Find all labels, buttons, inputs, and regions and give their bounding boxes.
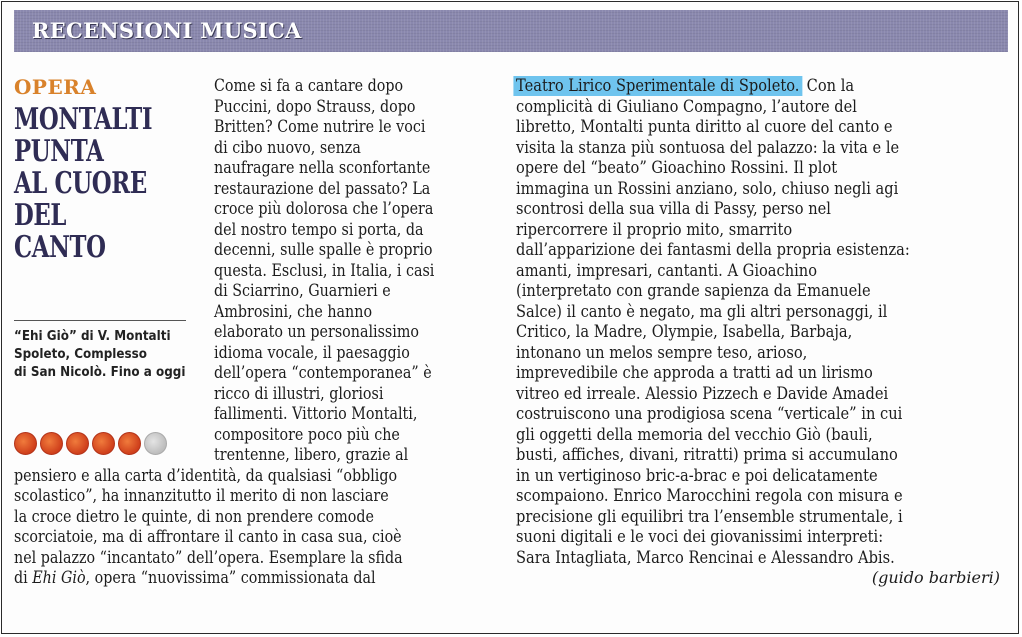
body-line: Puccini, dopo Strauss, dopo (214, 96, 416, 117)
author-signature: (guido barbieri) (871, 568, 1000, 587)
body-line: vitreo ed irreale. Alessio Pizzech e Davide Amadei (516, 383, 889, 404)
headline-line: AL CUORE (14, 166, 147, 201)
rating-dot-filled (92, 432, 115, 455)
body-line: scompaiono. Enrico Marocchini regola con misura e (516, 486, 903, 506)
body-line: Britten? Come nutrire le voci (214, 117, 426, 137)
event-credits (14, 328, 186, 382)
body-line: visita la stanza più sontuosa del palazzo: la vita e le (516, 137, 900, 158)
rating-dot-filled (118, 432, 141, 455)
body-text: , opera “nuovissima” commissionata dal (85, 568, 376, 588)
body-line: gli oggetti della memoria del vecchio Giò (bauli, (516, 424, 873, 445)
credits-line: “Ehi Giò” di V. Montalti (14, 329, 171, 344)
body-line: intonano un melos sempre teso, arioso, (516, 342, 808, 363)
body-line: idioma vocale, il paesaggio (214, 342, 410, 363)
body-line: pensiero e alla carta d’identità, da qualsiasi “obbligo (14, 465, 398, 486)
body-line: costruiscono una prodigiosa scena “verticale” in cui (516, 404, 903, 424)
divider (14, 320, 186, 321)
rating-dots (14, 432, 167, 455)
body-line: ripercorrere il proprio mito, smarrito (516, 219, 793, 240)
body-line: compositore poco più che (214, 424, 400, 445)
body-line: libretto, Montalti punta diritto al cuore del canto e (516, 117, 893, 137)
headline-line: DEL CANTO (14, 198, 106, 265)
body-line: dall’apparizione dei fantasmi della propria esistenza: (516, 240, 910, 260)
body-text: Con la (802, 76, 855, 96)
body-line: Sara Intagliata, Marco Rencinai e Alessandro Abis. (516, 547, 895, 568)
body-line: scolastico”, ha innanzitutto il merito di non lasciare (14, 486, 389, 506)
body-line: scontrosi della sua villa di Passy, perso nel (516, 199, 831, 219)
body-line (14, 568, 376, 588)
section-banner (14, 10, 1008, 52)
body-line: complicità di Giuliano Compagno, l’autore del (516, 96, 857, 117)
body-line: Come si fa a cantare dopo (214, 76, 404, 96)
body-line: dell’opera “contemporanea” è (214, 363, 432, 383)
body-line: la croce dietro le quinte, di non prendere comode (14, 506, 374, 527)
body-line: di Sciarrino, Guarnieri e (214, 281, 391, 301)
body-text: di (14, 568, 33, 588)
headline-line: PUNTA (14, 134, 104, 169)
body-line: di cibo nuovo, senza (214, 137, 361, 158)
rating-dot-filled (14, 432, 37, 455)
body-line: Ambrosini, che hanno (214, 301, 373, 322)
body-line: questa. Esclusi, in Italia, i casi (214, 260, 435, 281)
body-line: opere del “beato” Gioachino Rossini. Il plot (516, 158, 838, 178)
body-line: Critico, la Madre, Olympie, Isabella, Barbaja, (516, 322, 853, 342)
body-line: immagina un Rossini anziano, solo, chiuso negli agi (516, 178, 899, 199)
body-line: amanti, impresari, cantanti. A Gioachino (516, 260, 818, 281)
body-line: trentenne, libero, grazie al (214, 445, 409, 465)
article-page (1, 1, 1019, 634)
body-line: Salce) il canto è negato, ma gli altri personaggi, il (516, 301, 888, 322)
body-line: precisione gli equilibri tra l’ensemble strumentale, i (516, 506, 903, 527)
headline-line: MONTALTI (14, 102, 153, 137)
body-line: scorciatoie, ma di affrontare il canto in casa sua, cioè (14, 527, 402, 547)
body-line: (interpretato con grande sapienza da Emanuele (516, 281, 871, 301)
rating-dot-filled (40, 432, 63, 455)
body-line: del nostro tempo si porta, da (214, 219, 424, 240)
body-line: croce più dolorosa che l’opera (214, 199, 434, 219)
body-line: nel palazzo “incantato” dell’opera. Esemplare la sfida (14, 547, 403, 568)
body-line: in un vertiginoso bric-a-brac e poi delicatamente (516, 465, 878, 486)
body-line: decenni, sulle spalle è proprio (214, 240, 433, 260)
body-line: restaurazione del passato? La (214, 178, 431, 199)
credits-line: Spoleto, Complesso (14, 347, 147, 362)
body-line: busti, affiches, divani, ritratti) prima si accumulano (516, 445, 898, 465)
section-title: RECENSIONI MUSICA (32, 18, 302, 43)
highlighted-text: Teatro Lirico Sperimentale di Spoleto. (513, 76, 802, 96)
credits-line: di San Nicolò. Fino a oggi (14, 365, 186, 380)
body-line: ricco di illustri, gloriosi (214, 383, 384, 404)
kicker: OPERA (14, 75, 97, 99)
body-line: suoni digitali e le voci dei giovanissimi interpreti: (516, 527, 884, 547)
rating-dot-filled (66, 432, 89, 455)
opera-title: Ehi Giò (32, 568, 86, 588)
body-line: fallimenti. Vittorio Montalti, (214, 404, 418, 424)
body-line: elaborato un personalissimo (214, 322, 419, 342)
headline (14, 104, 158, 264)
body-line: imprevedibile che approda a tratti ad un lirismo (516, 363, 873, 383)
rating-dot-empty (144, 432, 167, 455)
body-line: naufragare nella sconfortante (214, 158, 431, 178)
body-line (516, 76, 854, 96)
